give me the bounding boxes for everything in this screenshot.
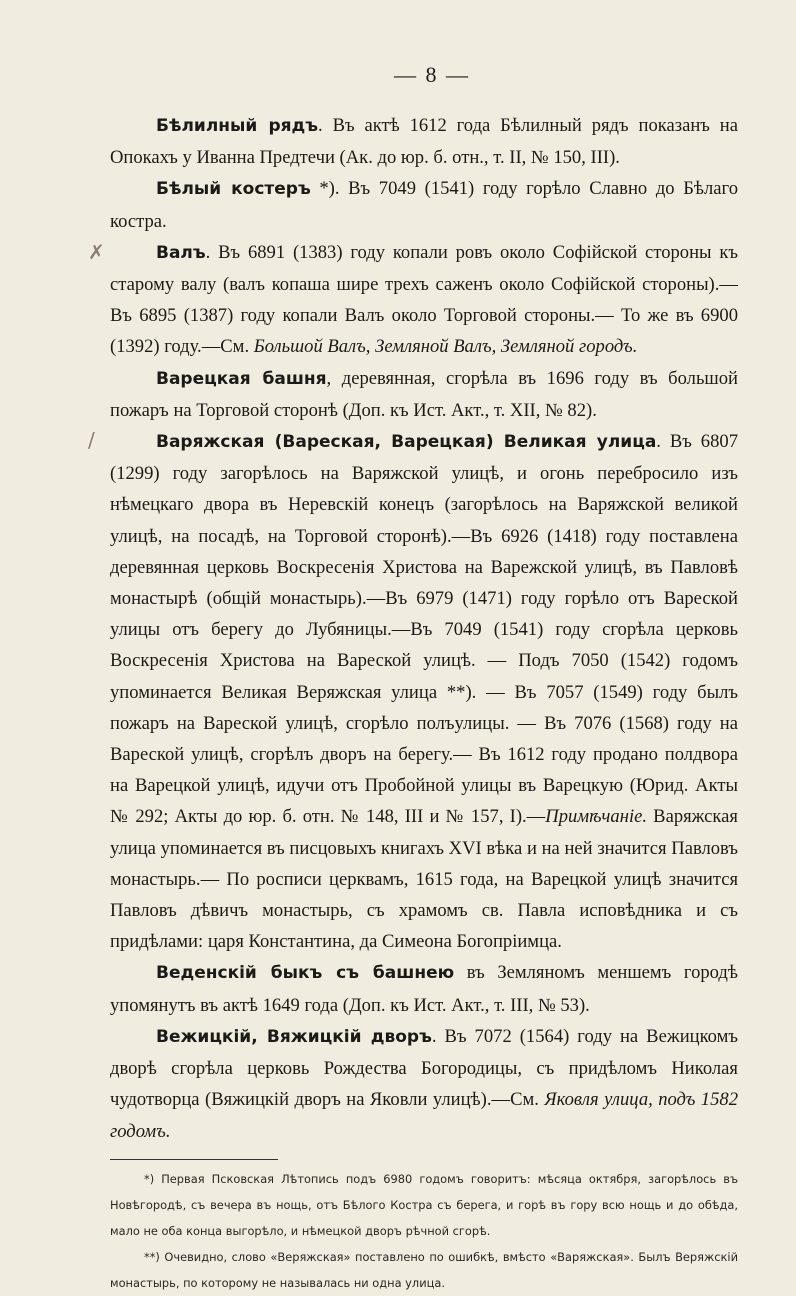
entry-text: въ Земляномъ меншемъ городѣ упомянутъ въ актѣ 1649 года (Доп. къ Ист. Акт., т. III, № 53).: [110, 962, 738, 1016]
entry-text: , деревянная, сгорѣла въ 1696 году въ большой пожаръ на Торговой сторонѣ (Доп. къ Ист. Акт., т. XII, № 82).: [110, 367, 738, 421]
entry-varyazhskaya-ulitsa: [110, 426, 738, 957]
footnote-divider: [110, 1159, 278, 1160]
margin-pencil-mark: ✗: [88, 240, 105, 264]
entry-text: . Въ 6891 (1383) году копали ровъ около Софійской стороны къ старому валу (валъ копаша шире трехъ саженъ около Софійской стороны).—Въ 6895 (1387) году копали Валъ около Торговой стороны.— То же въ 6900 (1392) году.—См.: [110, 241, 738, 358]
page-number: — 8 —: [394, 62, 470, 87]
entry-reference: Яковля улица, подъ 1582 годомъ.: [110, 1089, 738, 1142]
entry-term: Бѣлый костеръ: [156, 179, 311, 200]
entry-belilny-ryad: [110, 110, 738, 173]
entry-bely-koster: [110, 173, 738, 236]
entry-reference: Большой Валъ, Земляной Валъ, Земляной городъ.: [253, 336, 638, 358]
entry-text: . Въ актѣ 1612 года Бѣлилный рядъ показанъ на Опокахъ у Иванна Предтечи (Ак. до юр. б. отн., т. II, № 150, III).: [110, 115, 738, 169]
entry-text-continued: Варяжская улица упоминается въ писцовыхъ книгахъ XVI вѣка и на ней значится Павловъ монастырь.— По росписи церквамъ, 1615 года, на Варецкой улицѣ значится Павловъ дѣвичъ монастырь, съ храмомъ св. Павла исповѣдника и съ придѣлами: царя Константина, да Симеона Богопріимца.: [110, 806, 738, 953]
entry-term: Бѣлилный рядъ: [156, 116, 319, 136]
entry-term: Веденскій быкъ съ башнею: [156, 963, 455, 984]
document-page: [110, 62, 738, 1296]
entry-text: *). Въ 7049 (1541) году горѣло Славно до Бѣлаго костра.: [110, 178, 738, 232]
entry-varetskaya-bashnya: [110, 363, 738, 426]
entry-term: Варяжская (Вареская, Варецкая) Великая улица: [156, 432, 657, 453]
entry-vedensky-byk: [110, 957, 738, 1020]
entry-term: Варецкая башня: [156, 368, 327, 389]
entry-text: . Въ 6807 (1299) году загорѣлось на Варяжской улицѣ, и огонь перебросило изъ нѣмецкаго двора въ Неревскій конецъ (загорѣлось на Варяжской великой улицѣ, на посадѣ, на Торговой сторонѣ).—Въ 6926 (1418) году поставлена деревянная церковь Воскресенія Христова на Варежской улицѣ, въ Павловѣ монастырѣ (общій монастырь).—Въ 6979 (1471) году горѣло отъ Вареской улицы отъ берегу до Лубяницы.—Въ 7049 (1541) году сгорѣла церковь Воскресенія Христова на Вареской улицѣ. — Подъ 7050 (1542) годомъ упоминается Великая Веряжская улица **). — Въ 7057 (1549) году былъ пожаръ на Вареской улицѣ, сгорѣло полъулицы. — Въ 7076 (1568) году на Вареской улицѣ, сгорѣлъ дворъ на берегу.— Въ 1612 году продано полдвора на Варецкой улицѣ, идучи отъ Пробойной улицы въ Варецкую (Юрид. Акты № 292; Акты до юр. б. отн. № 148, III и № 157, I).—: [110, 431, 738, 828]
footnote-2: **) Очевидно, слово «Веряжская» поставлено по ошибкѣ, вмѣсто «Варяжская». Былъ Веряжскій монастырь, по которому не называлась ни одна улица.: [110, 1249, 738, 1290]
entry-vezhitsky-dvor: [110, 1021, 738, 1147]
entry-val: [110, 237, 738, 363]
footnote-1: *) Первая Псковская Лѣтопись подъ 6980 годомъ говоритъ: мѣсяца октября, загорѣлось въ Новѣгородѣ, съ вечера въ нощь, отъ Бѣлого Костра съ берега, и горѣ въ гору всю нощь и до обѣда, мало не оба конца выгорѣло, и нѣмецкой дворъ рѣчной сгорѣ.: [110, 1171, 738, 1238]
entry-term: Вежицкій, Вяжицкій дворъ: [156, 1026, 432, 1047]
entry-text: . Въ 7072 (1564) году на Вежицкомъ дворѣ сгорѣла церковь Рождества Богородицы, съ придѣломъ Николая чудотворца (Вяжицкій дворъ на Яковли улицѣ).—См.: [110, 1025, 739, 1111]
margin-pencil-mark: /: [88, 428, 95, 452]
entry-note-label: Примѣчаніе.: [545, 806, 648, 828]
entry-term: Валъ: [156, 242, 206, 263]
